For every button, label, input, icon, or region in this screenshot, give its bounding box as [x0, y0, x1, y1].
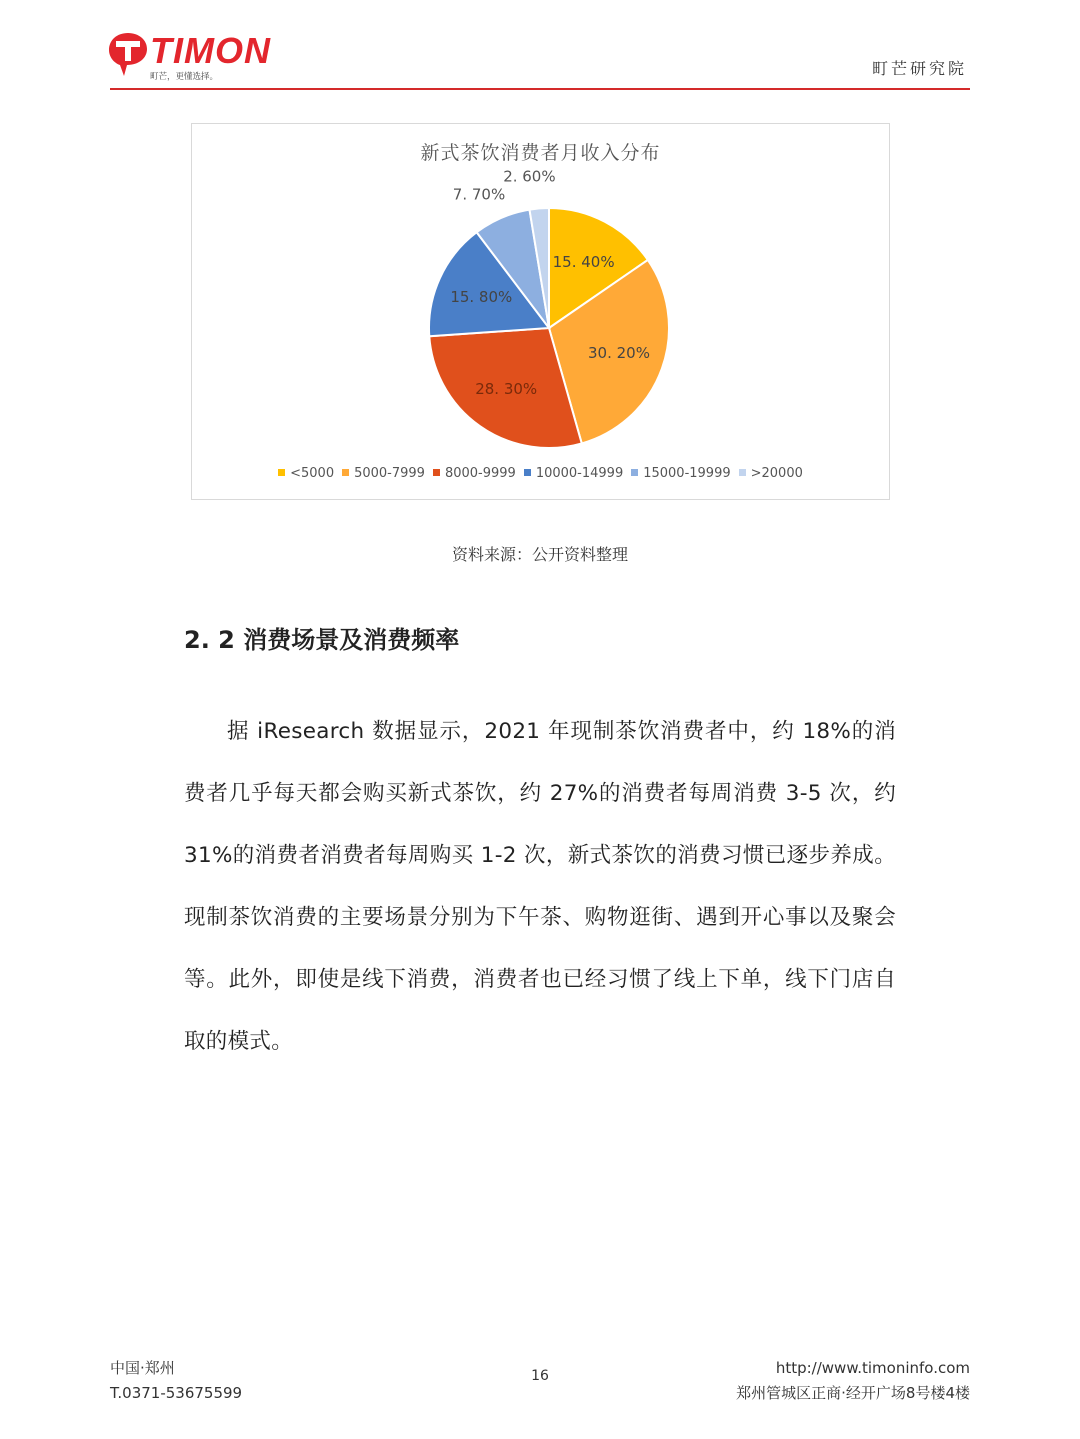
legend-swatch [342, 469, 349, 476]
footer-address-block [736, 1356, 970, 1406]
chart-title: 新式茶饮消费者月收入分布 [420, 142, 661, 164]
page-header [0, 0, 1080, 92]
legend-swatch [433, 469, 440, 476]
legend-item-4 [524, 466, 623, 481]
slice-label-6: 2. 60% [503, 167, 556, 186]
logo-tagline: 町芒，更懂选择。 [150, 72, 219, 82]
legend-label: 5000-7999 [354, 466, 425, 481]
slice-label-3: 28. 30% [475, 379, 538, 398]
slice-label-1: 15. 40% [552, 253, 615, 272]
footer-website[interactable]: http://www.timoninfo.com [775, 1359, 970, 1377]
legend-item-6 [739, 466, 803, 481]
pie-canvas [192, 124, 889, 464]
legend-label: 10000-14999 [535, 466, 624, 481]
legend-swatch [631, 469, 638, 476]
page-number: 16 [531, 1368, 549, 1384]
footer-address: 郑州管城区正商·经开广场8号楼4楼 [736, 1384, 970, 1402]
legend-item-5 [631, 466, 730, 481]
logo-wordmark: TIMON [150, 30, 271, 71]
slice-label-4: 15. 80% [450, 288, 513, 307]
timon-logo [106, 30, 271, 82]
chart-legend [192, 466, 889, 481]
legend-label: 8000-9999 [444, 466, 516, 481]
slice-label-5: 7. 70% [452, 185, 506, 204]
section-heading: 2. 2 消费场景及消费频率 [184, 626, 460, 654]
header-divider [110, 88, 970, 90]
legend-item-3 [433, 466, 516, 481]
body-paragraph: 据 iResearch 数据显示，2021 年现制茶饮消费者中，约 18%的消费者几乎每天都会购买新式茶饮，约 27%的消费者每周消费 3-5 次，约 31%的消费者消费者每周购买 1-2 次，新式茶饮的消费习惯已逐步养成。现制茶饮消费的主要场景分别为下午茶、购物逛街、遇到开心事以及聚会等。此外，即使是线下消费，消费者也已经习惯了线上下单，线下门店自取的模式。 [184, 719, 896, 1054]
org-name: 町芒研究院 [871, 59, 967, 78]
legend-swatch [524, 469, 531, 476]
legend-label: 15000-19999 [643, 466, 731, 481]
footer-location: 中国·郑州 [110, 1359, 175, 1377]
logo-badge-icon [106, 30, 150, 78]
legend-swatch [739, 469, 746, 476]
figure-caption: 资料来源：公开资料整理 [451, 545, 628, 564]
income-pie-chart [191, 123, 890, 500]
legend-swatch [278, 469, 285, 476]
legend-label: >20000 [750, 466, 803, 481]
footer-phone: T.0371-53675599 [110, 1384, 243, 1402]
slice-label-2: 30. 20% [588, 344, 650, 363]
legend-item-1 [278, 466, 334, 481]
legend-item-2 [342, 466, 425, 481]
legend-label: <5000 [290, 466, 335, 481]
